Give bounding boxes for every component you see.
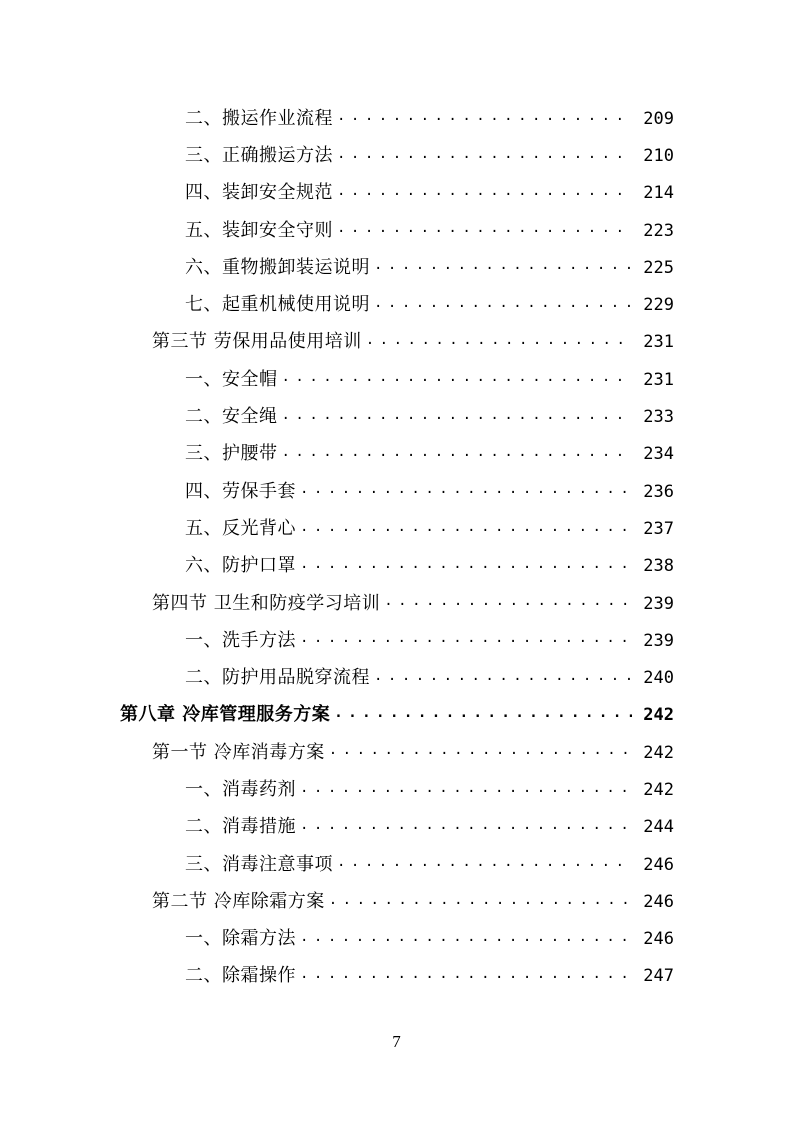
page-number: 7: [392, 1032, 401, 1051]
toc-entry-page: 236: [643, 481, 674, 502]
toc-entry-page: 214: [643, 183, 674, 204]
toc-entry[interactable]: [0, 510, 793, 547]
toc-entry-title: 六、重物搬卸装运说明: [185, 256, 370, 278]
toc-entry-page: 240: [643, 668, 674, 689]
toc-entry[interactable]: [0, 958, 793, 995]
toc-entry-page: 231: [643, 332, 674, 353]
toc-entry-page: 247: [643, 966, 674, 987]
toc-entry-page: 246: [643, 854, 674, 875]
toc-entry-page: 239: [643, 593, 674, 614]
toc-entry-title: 一、安全帽: [185, 368, 278, 390]
toc-entry[interactable]: [0, 361, 793, 398]
toc-entry-title: 第一节 冷库消毒方案: [152, 741, 325, 763]
toc-entry[interactable]: [0, 809, 793, 846]
table-of-contents: [0, 100, 793, 995]
toc-entry[interactable]: [0, 212, 793, 249]
toc-leader-dots: [300, 478, 632, 510]
toc-entry-page: 246: [643, 929, 674, 950]
toc-entry-title: 三、正确搬运方法: [185, 144, 333, 166]
toc-entry-page: 246: [643, 891, 674, 912]
toc-entry[interactable]: [0, 473, 793, 510]
toc-entry-title: 一、除霜方法: [185, 928, 296, 950]
toc-entry-page: 244: [643, 817, 674, 838]
toc-leader-dots: [374, 292, 632, 324]
toc-leader-dots: [300, 814, 632, 846]
toc-entry[interactable]: [0, 137, 793, 174]
toc-leader-dots: [300, 553, 632, 585]
toc-entry-title: 一、洗手方法: [185, 629, 296, 651]
toc-entry-page: 225: [643, 257, 674, 278]
toc-leader-dots: [300, 963, 632, 995]
toc-entry[interactable]: [0, 175, 793, 212]
toc-entry-title: 第四节 卫生和防疫学习培训: [152, 592, 381, 614]
toc-entry-page: 237: [643, 518, 674, 539]
toc-leader-dots: [300, 627, 632, 659]
toc-entry-title: 二、防护用品脱穿流程: [185, 667, 370, 689]
toc-entry-title: 二、搬运作业流程: [185, 107, 333, 129]
toc-entry[interactable]: [0, 846, 793, 883]
toc-entry-page: 231: [643, 369, 674, 390]
toc-entry[interactable]: [0, 622, 793, 659]
toc-entry-title: 二、消毒措施: [185, 816, 296, 838]
toc-section-entry[interactable]: [0, 324, 793, 361]
toc-entry-page: 233: [643, 407, 674, 428]
toc-entry[interactable]: [0, 398, 793, 435]
toc-leader-dots: [300, 926, 632, 958]
toc-leader-dots: [282, 404, 633, 436]
toc-section-entry[interactable]: [0, 734, 793, 771]
toc-section-entry[interactable]: [0, 883, 793, 920]
toc-entry-title: 二、除霜操作: [185, 965, 296, 987]
toc-entry[interactable]: [0, 436, 793, 473]
toc-entry-page: 242: [643, 705, 674, 726]
toc-leader-dots: [300, 516, 632, 548]
toc-entry-page: 234: [643, 444, 674, 465]
toc-leader-dots: [337, 851, 632, 883]
toc-entry-title: 三、护腰带: [185, 443, 278, 465]
toc-entry-title: 一、消毒药剂: [185, 778, 296, 800]
toc-leader-dots: [366, 329, 632, 361]
toc-entry-page: 210: [643, 145, 674, 166]
toc-entry-page: 238: [643, 556, 674, 577]
toc-entry-page: 239: [643, 630, 674, 651]
toc-entry-title: 二、安全绳: [185, 406, 278, 428]
toc-entry-page: 223: [643, 220, 674, 241]
toc-leader-dots: [337, 217, 632, 249]
toc-leader-dots: [374, 254, 632, 286]
toc-entry[interactable]: [0, 249, 793, 286]
toc-entry-title: 第八章 冷库管理服务方案: [120, 704, 331, 726]
toc-leader-dots: [329, 739, 632, 771]
toc-entry[interactable]: [0, 659, 793, 696]
toc-entry-title: 五、反光背心: [185, 517, 296, 539]
toc-entry-page: 242: [643, 742, 674, 763]
toc-entry-title: 三、消毒注意事项: [185, 853, 333, 875]
toc-entry-page: 229: [643, 295, 674, 316]
toc-leader-dots: [300, 777, 632, 809]
toc-leader-dots: [337, 180, 632, 212]
toc-entry-page: 209: [643, 108, 674, 129]
toc-section-entry[interactable]: [0, 585, 793, 622]
toc-leader-dots: [282, 441, 633, 473]
toc-leader-dots: [334, 702, 632, 734]
toc-chapter-entry[interactable]: [0, 697, 793, 734]
toc-leader-dots: [374, 665, 632, 697]
toc-entry[interactable]: [0, 771, 793, 808]
toc-entry-title: 第三节 劳保用品使用培训: [152, 331, 362, 353]
toc-entry-title: 四、装卸安全规范: [185, 182, 333, 204]
toc-leader-dots: [282, 366, 633, 398]
toc-leader-dots: [384, 590, 632, 622]
toc-entry-title: 第二节 冷库除霜方案: [152, 890, 325, 912]
toc-entry[interactable]: [0, 286, 793, 323]
toc-entry-title: 四、劳保手套: [185, 480, 296, 502]
toc-leader-dots: [337, 143, 632, 175]
toc-leader-dots: [329, 889, 632, 921]
toc-entry-title: 五、装卸安全守则: [185, 219, 333, 241]
toc-entry-title: 六、防护口罩: [185, 555, 296, 577]
toc-leader-dots: [337, 105, 632, 137]
toc-entry-page: 242: [643, 779, 674, 800]
toc-entry[interactable]: [0, 548, 793, 585]
toc-entry[interactable]: [0, 921, 793, 958]
toc-entry-title: 七、起重机械使用说明: [185, 294, 370, 316]
toc-entry[interactable]: [0, 100, 793, 137]
